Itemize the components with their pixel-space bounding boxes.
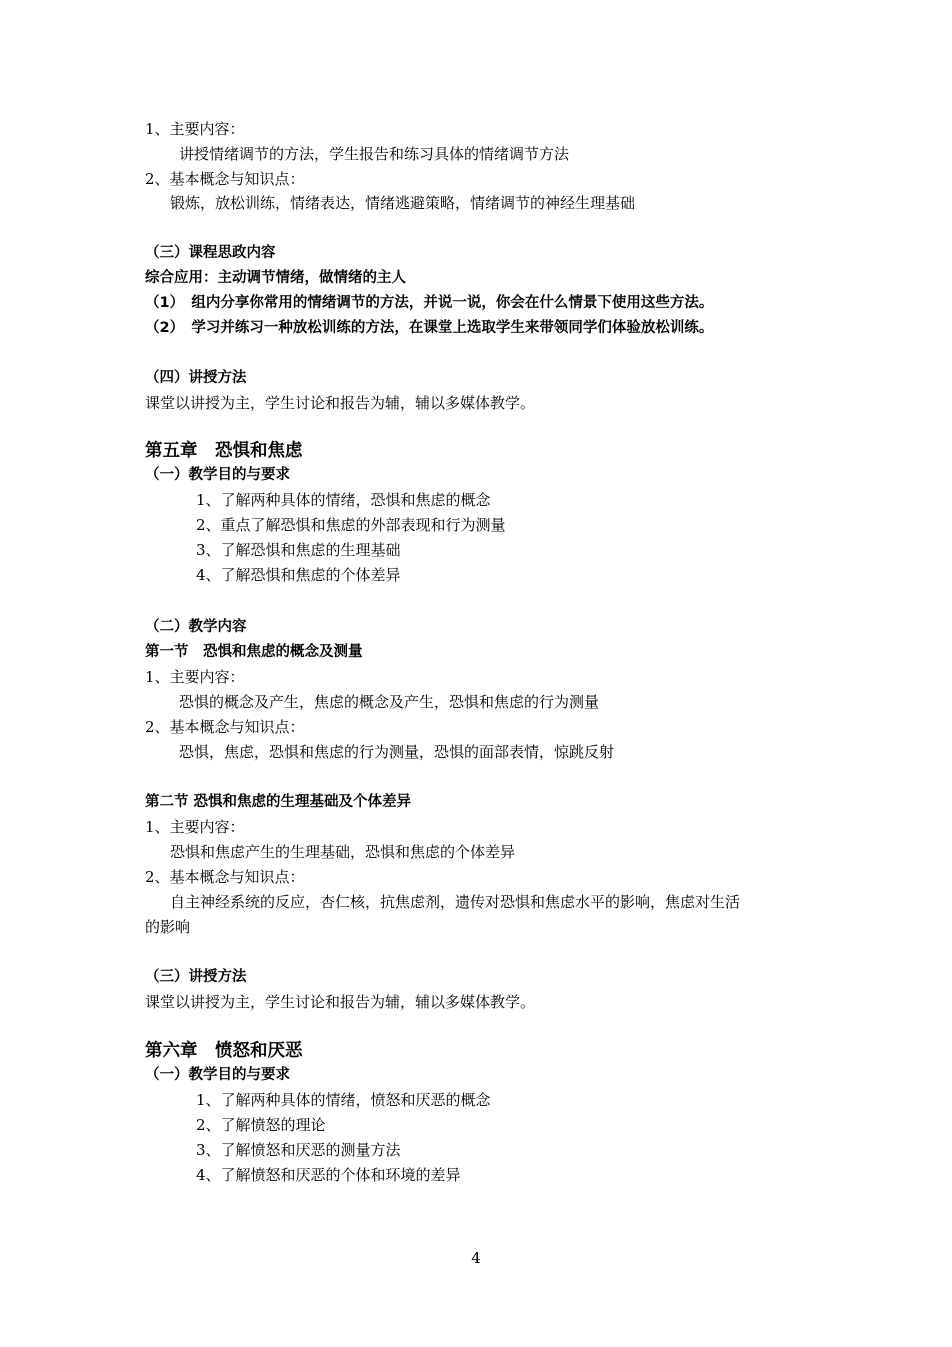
text-line: 1、主要内容： xyxy=(145,668,245,686)
text-line: 3、了解愤怒和厌恶的测量方法 xyxy=(196,1141,401,1159)
text-line: 课堂以讲授为主，学生讨论和报告为辅，辅以多媒体教学。 xyxy=(145,394,536,412)
bold-line: （2） 学习并练习一种放松训练的方法，在课堂上选取学生来带领同学们体验放松训练。 xyxy=(145,320,714,336)
text-line: 自主神经系统的反应，杏仁核，抗焦虑剂，遗传对恐惧和焦虑水平的影响，焦虑对生活 xyxy=(170,893,741,911)
text-line: 恐惧的概念及产生，焦虑的概念及产生，恐惧和焦虑的行为测量 xyxy=(179,693,600,711)
text-line: 1、主要内容： xyxy=(145,818,245,836)
page-number: 4 xyxy=(471,1249,481,1267)
section-heading: （一）教学目的与要求 xyxy=(145,1067,290,1083)
text-line: 2、基本概念与知识点： xyxy=(145,868,305,886)
text-line: 3、了解恐惧和焦虑的生理基础 xyxy=(196,541,401,559)
text-line: 2、了解愤怒的理论 xyxy=(196,1116,326,1134)
text-line: 2、基本概念与知识点： xyxy=(145,170,305,188)
text-line: 1、了解两种具体的情绪，愤怒和厌恶的概念 xyxy=(196,1091,491,1109)
bold-line: 综合应用：主动调节情绪，做情绪的主人 xyxy=(145,270,406,286)
section-heading: （二）教学内容 xyxy=(145,619,247,635)
section-heading: （一）教学目的与要求 xyxy=(145,467,290,483)
chapter-title: 第六章 愤怒和厌恶 xyxy=(145,1041,303,1061)
text-line: 的影响 xyxy=(145,918,191,936)
text-line: 4、了解愤怒和厌恶的个体和环境的差异 xyxy=(196,1166,461,1184)
subsection-heading: 第一节 恐惧和焦虑的概念及测量 xyxy=(145,644,363,660)
subsection-heading: 第二节 恐惧和焦虑的生理基础及个体差异 xyxy=(145,794,412,810)
text-line: 恐惧，焦虑，恐惧和焦虑的行为测量，恐惧的面部表情，惊跳反射 xyxy=(179,743,615,761)
text-line: 2、基本概念与知识点： xyxy=(145,718,305,736)
text-line: 锻炼，放松训练，情绪表达，情绪逃避策略，情绪调节的神经生理基础 xyxy=(170,194,636,212)
text-line: 恐惧和焦虑产生的生理基础，恐惧和焦虑的个体差异 xyxy=(170,843,516,861)
bold-line: （1） 组内分享你常用的情绪调节的方法，并说一说，你会在什么情景下使用这些方法。 xyxy=(145,295,714,311)
text-line: 课堂以讲授为主，学生讨论和报告为辅，辅以多媒体教学。 xyxy=(145,993,536,1011)
text-line: 讲授情绪调节的方法，学生报告和练习具体的情绪调节方法 xyxy=(179,145,570,163)
text-line: 1、主要内容： xyxy=(145,120,245,138)
section-heading: （四）讲授方法 xyxy=(145,370,247,386)
chapter-title: 第五章 恐惧和焦虑 xyxy=(145,441,303,461)
section-heading: （三）课程思政内容 xyxy=(145,245,276,261)
text-line: 1、了解两种具体的情绪，恐惧和焦虑的概念 xyxy=(196,491,491,509)
text-line: 4、了解恐惧和焦虑的个体差异 xyxy=(196,566,401,584)
section-heading: （三）讲授方法 xyxy=(145,969,247,985)
text-line: 2、重点了解恐惧和焦虑的外部表现和行为测量 xyxy=(196,516,506,534)
